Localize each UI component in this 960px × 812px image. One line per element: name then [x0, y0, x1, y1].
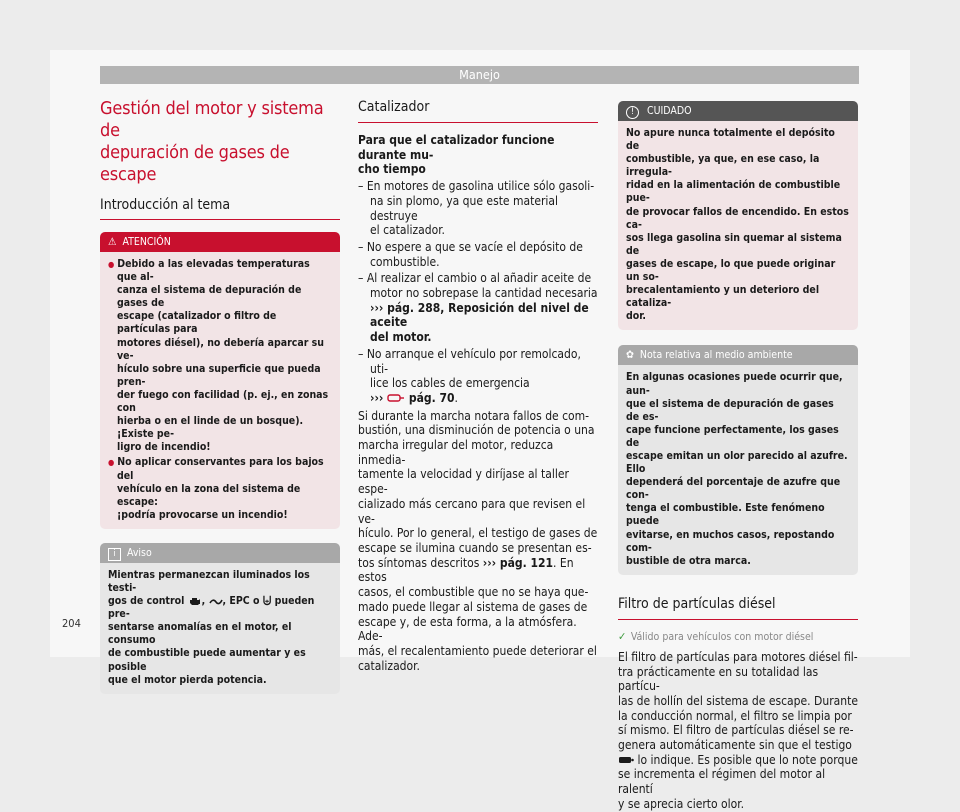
environment-header: ✿ Nota relativa al medio ambiente: [618, 345, 858, 365]
list-item: – No arranque el vehículo por remolcado, uti- lice los cables de emergencia ››› pág. 70.: [358, 346, 581, 405]
flower-icon: ✿: [626, 349, 634, 362]
environment-box: [618, 345, 858, 574]
environment-text: En algunas ocasiones puede ocurrir que, aun- que el sistema de depuración de gases de es- cape funcione perfectamente, los gases de escape emitan un olor parecido al azufre. Ello dependerá del porcentaje de azufre que con- tenga el combustible. Este fenómeno puede evitarse, en muchos casos, repostando com- bustible de otra marca.: [626, 371, 848, 567]
check-icon: ✓: [618, 629, 627, 643]
column-2: [358, 98, 598, 673]
warning-box: [100, 232, 340, 529]
tow-car-icon: [387, 392, 405, 404]
page-link[interactable]: del motor.: [370, 330, 432, 345]
warning-bullet: ● Debido a las elevadas temperaturas que al- canza el sistema de depuración de gases de escape (catalizador o filtro de partículas para motores diésel), no debería aparcar su ve- hículo sobre una superficie que pueda pren- der fuego con facilidad (p. ej., en zonas con hierba o en el linde de un bosque). ¡Existe pe- ligro de incendio!: [108, 258, 332, 454]
list-item: – En motores de gasolina utilice sólo gasoli- na sin plomo, ya que este material destruye el catalizador.: [358, 179, 595, 238]
section-subtitle: Introducción al tema: [100, 196, 340, 220]
page-link[interactable]: ››› pág. 121: [482, 555, 554, 570]
epc-icon: EPC: [229, 595, 250, 608]
exclamation-icon: !: [626, 106, 639, 119]
catalizador-title: Catalizador: [358, 98, 598, 123]
exhaust-gas-icon: [209, 597, 223, 606]
page-number: 204: [62, 617, 81, 630]
cuidado-text: No apure nunca totalmente el depósito de combustible, ya que, en ese caso, la irregula- ridad en la alimentación de combustible pue- de provocar fallos de encendido. En estos ca- sos llega gasolina sin quemar al sistema de gases de escape, lo que puede originar un so- brecalentamiento y un deterioro del cataliza- dor.: [626, 127, 849, 323]
aviso-box: [100, 543, 340, 694]
glow-plug-icon: ⨄: [262, 595, 272, 608]
validity-note: ✓ Válido para vehículos con motor diésel: [618, 629, 814, 643]
cuidado-header: ! CUIDADO: [618, 101, 858, 121]
list-item: – No espere a que se vacíe el depósito de combustible.: [358, 239, 583, 269]
list-item: – Al realizar el cambio o al añadir aceite de motor no sobrepase la cantidad necesaria ››› pág. 288, Reposición del nivel de aceite del motor.: [358, 271, 598, 345]
cuidado-box: [618, 101, 858, 330]
aviso-text: Mientras permanezcan iluminados los testi- gos de control , , EPC o ⨄ pueden pre- sentarse anomalías en el motor, el consumo de combustible puede aumentar y es posible que el motor pierda potencia.: [108, 568, 315, 686]
page-link[interactable]: ››› pág. 288, Reposición del nivel de aceite: [370, 300, 589, 330]
engine-warning-icon: [188, 597, 202, 606]
warning-triangle-icon: ⚠: [108, 236, 117, 248]
section-header: Manejo: [100, 66, 859, 84]
catalizador-body: Para que el catalizador funcione durante mu- cho tiempo – En motores de gasolina utilice sólo gasoli- na sin plomo, ya que este material destruye el catalizador. – No espere a que se vacíe el depósito de combustible. – Al realizar el cambio o al añadir aceite de motor no sobrepase la cantidad necesaria ››› pág. 288, Reposición del nivel de aceite del motor. – No arranque el vehículo por remolcado, uti- lice los cables de emergencia ››› pág. 70. Si durante la marcha notara fallos de com- bustión, una disminución de potencia o una marcha irregular del motor, reduzca inmedia- tamente la velocidad y diríjase al taller espe- cializado más cercano para que revisen el ve- hículo. Por lo general, el testigo de gases de escape se ilumina cuando se presentan es- tos síntomas descritos ››› pág. 121. En estos casos, el combustible que no se haya que- mado puede llegar al sistema de gases de escape y, de esta forma, a la atmósfera. Ade- más, el recalentamiento puede deteriorar el catalizador.: [358, 133, 598, 673]
warning-text: [100, 252, 340, 529]
page-link[interactable]: ››› pág. 70: [370, 390, 455, 405]
warning-header: ⚠ ATENCIÓN: [100, 232, 340, 252]
warning-bullet: ● No aplicar conservantes para los bajos del vehículo en la zona del sistema de escape: ¡podría provocarse un incendio!: [108, 456, 332, 521]
info-icon: i: [108, 548, 121, 561]
chapter-title: Gestión del motor y sistema de depuración de gases de escape: [100, 98, 324, 185]
column-3: [618, 101, 858, 812]
aviso-header: i Aviso: [100, 543, 340, 563]
filtro-title: Filtro de partículas diésel: [618, 595, 858, 620]
filtro-body: El filtro de partículas para motores diésel fil- tra prácticamente en su totalidad las partícu- las de hollín del sistema de escape. Durante la conducción normal, el filtro se limpia por sí mismo. El filtro de partículas diésel se re- genera automáticamente sin que el testigo lo indique. Es posible que lo note porque se incrementa el régimen del motor al ralentí y se aprecia cierto olor.: [618, 649, 858, 811]
diesel-filter-icon: [618, 755, 634, 765]
column-1: [100, 98, 340, 694]
